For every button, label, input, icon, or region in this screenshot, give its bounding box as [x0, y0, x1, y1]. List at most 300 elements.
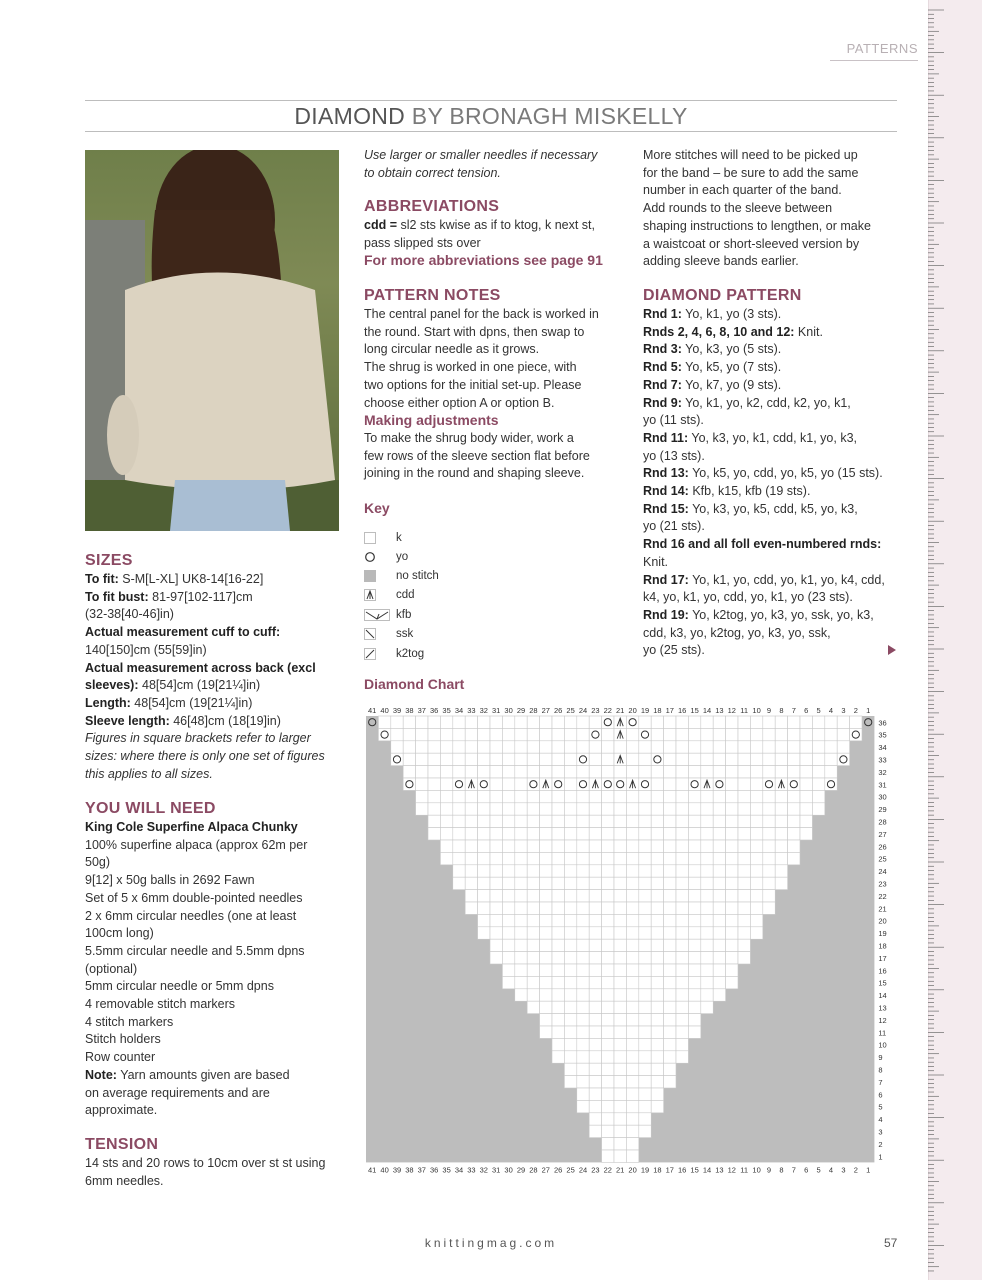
chart-cell: [713, 902, 725, 914]
chart-cell: [688, 803, 700, 815]
chart-cell: [490, 790, 502, 802]
chart-cell: [763, 852, 775, 864]
chart-cell: [626, 728, 638, 740]
row-label: Rnd 19:: [643, 607, 689, 622]
chart-cell: [775, 877, 787, 889]
column-label: 26: [554, 706, 563, 715]
chart-cell: [602, 840, 614, 852]
chart-cell: [589, 976, 601, 988]
column-label: 22: [603, 1165, 612, 1175]
column-label: 14: [702, 1165, 712, 1175]
chart-cell: [763, 828, 775, 840]
row-label: Rnd 15:: [643, 501, 689, 516]
chart-cell: [589, 1001, 601, 1013]
chart-cell: [527, 815, 539, 827]
tension-heading: TENSION: [85, 1136, 159, 1153]
chart-cell: [626, 914, 638, 926]
sizes-text: 140[150]cm (55[59]in): [85, 642, 207, 657]
chart-cell: [750, 741, 762, 753]
chart-cell: [527, 964, 539, 976]
chart-cell: [527, 939, 539, 951]
chart-cell: [465, 852, 477, 864]
chart-cell: [639, 1014, 651, 1026]
chart-cell: [651, 790, 663, 802]
chart-cell: [651, 914, 663, 926]
sizes-label: To fit bust:: [85, 589, 149, 604]
row-text: cdd, k3, yo, k2tog, yo, k3, yo, ssk,: [643, 625, 831, 640]
chart-cell: [626, 741, 638, 753]
chart-cell: [800, 778, 812, 790]
chart-cell: [788, 803, 800, 815]
chart-cell: [701, 976, 713, 988]
row-text: Yo, k1, yo (3 sts).: [681, 307, 782, 321]
chart-cell: [515, 964, 527, 976]
pattern-row: [643, 306, 898, 324]
row-label: 35: [878, 730, 887, 740]
chart-cell: [453, 741, 465, 753]
chart-cell: [577, 778, 589, 790]
chart-cell: [589, 927, 601, 939]
chart-cell: [800, 716, 812, 728]
row-text: yo (11 sts).: [643, 413, 704, 428]
chart-cell: [527, 865, 539, 877]
chart-cell: [490, 716, 502, 728]
chart-cell: [577, 1051, 589, 1063]
chart-cell: [403, 716, 415, 728]
chart-cell: [515, 902, 527, 914]
sizes-list: [85, 571, 347, 783]
chart-cell: [564, 1076, 576, 1088]
chart-cell: [589, 790, 601, 802]
chart-cell: [664, 753, 676, 765]
chart-cell: [465, 815, 477, 827]
chart-cell: [639, 1100, 651, 1112]
sizes-note: Figures in square brackets refer to larger: [85, 731, 311, 746]
chart-cell: [701, 753, 713, 765]
chart-cell: [440, 852, 452, 864]
pattern-row: [643, 465, 898, 483]
sizes-heading: SIZES: [85, 552, 133, 569]
chart-cell: [552, 1038, 564, 1050]
adjust-line: few rows of the sleeve section flat before: [364, 448, 590, 463]
chart-cell: [713, 952, 725, 964]
chart-cell: [515, 865, 527, 877]
chart-cell: [589, 753, 601, 765]
chart-cell: [664, 1026, 676, 1038]
chart-cell: [540, 939, 552, 951]
chart-cell: [589, 1014, 601, 1026]
sizes-text: 48[54]cm (19[21¼]in): [130, 695, 253, 710]
chart-cell: [726, 803, 738, 815]
chart-cell: [688, 1026, 700, 1038]
chart-cell: [589, 728, 601, 740]
key-label: k: [396, 532, 402, 544]
row-label: 20: [878, 916, 887, 926]
chart-cell: [527, 728, 539, 740]
chart-cell: [589, 1088, 601, 1100]
chart-cell: [626, 989, 638, 1001]
chart-cell: [453, 815, 465, 827]
chart-cell: [577, 952, 589, 964]
row-text: Kfb, k15, kfb (19 sts).: [688, 484, 811, 499]
chart-cell: [651, 1088, 663, 1100]
chart-cell: [763, 840, 775, 852]
chart-cell: [552, 728, 564, 740]
chart-cell: [465, 890, 477, 902]
chart-cell: [701, 939, 713, 951]
chart-cell: [713, 865, 725, 877]
chart-cell: [589, 890, 601, 902]
band-notes: [643, 147, 898, 271]
row-label: 10: [878, 1040, 887, 1050]
chart-cell: [577, 828, 589, 840]
diamond-pattern-heading: DIAMOND PATTERN: [643, 287, 802, 304]
column-label: 4: [828, 1165, 834, 1175]
pattern-row: [643, 341, 898, 359]
chart-cell: [527, 840, 539, 852]
chart-cell: [614, 927, 626, 939]
chart-cell: [626, 976, 638, 988]
chart-cell: [440, 840, 452, 852]
adjustments-text: [364, 430, 626, 483]
chart-cell: [440, 741, 452, 753]
sizes-label: Actual measurement cuff to cuff:: [85, 625, 281, 640]
chart-cell: [577, 790, 589, 802]
chart-cell: [577, 927, 589, 939]
chart-cell: [750, 902, 762, 914]
chart-cell: [527, 952, 539, 964]
cdd-icon: [364, 589, 376, 601]
column-label: 32: [479, 706, 488, 715]
chart-cell: [453, 766, 465, 778]
more-abbreviations-link[interactable]: For more abbreviations see page 91: [364, 252, 603, 268]
chart-cell: [602, 1100, 614, 1112]
chart-cell: [688, 741, 700, 753]
chart-cell: [478, 914, 490, 926]
chart-cell: [763, 741, 775, 753]
column-label: 41: [368, 1165, 377, 1175]
chart-cell: [726, 728, 738, 740]
chart-cell: [589, 1051, 601, 1063]
chart-cell: [478, 828, 490, 840]
chart-cell: [589, 1076, 601, 1088]
need-label: Note:: [85, 1067, 117, 1082]
chart-cell: [577, 976, 589, 988]
chart-cell: [676, 865, 688, 877]
row-label: 32: [878, 767, 887, 777]
row-label: 17: [878, 953, 887, 963]
chart-cell: [825, 716, 837, 728]
chart-cell: [738, 741, 750, 753]
chart-cell: [564, 716, 576, 728]
chart-cell: [602, 1026, 614, 1038]
chart-cell: [540, 790, 552, 802]
band-line: Add rounds to the sleeve between: [643, 201, 833, 216]
chart-cell: [713, 741, 725, 753]
chart-cell: [515, 815, 527, 827]
chart-cell: [589, 952, 601, 964]
chart-cell: [664, 741, 676, 753]
chart-cell: [502, 803, 514, 815]
chart-cell: [651, 927, 663, 939]
chart-cell: [750, 890, 762, 902]
chart-cell: [502, 852, 514, 864]
row-label: 23: [878, 879, 887, 889]
chart-cell: [688, 840, 700, 852]
chart-cell: [552, 1001, 564, 1013]
chart-cell: [676, 989, 688, 1001]
chart-cell: [676, 890, 688, 902]
chart-cell: [490, 728, 502, 740]
chart-cell: [738, 753, 750, 765]
column-label: 27: [541, 1165, 550, 1175]
chart-cell: [738, 952, 750, 964]
pattern-row: [643, 483, 898, 501]
chart-cell: [552, 716, 564, 728]
column-label: 37: [417, 1165, 426, 1175]
chart-cell: [540, 964, 552, 976]
chart-cell: [540, 1001, 552, 1013]
chart-cell: [676, 976, 688, 988]
chart-cell: [465, 865, 477, 877]
chart-cell: [676, 778, 688, 790]
chart-cell: [800, 753, 812, 765]
chart-cell: [552, 1014, 564, 1026]
pattern-notes-heading: PATTERN NOTES: [364, 287, 501, 304]
column-label: 17: [665, 1165, 674, 1175]
chart-cell: [701, 741, 713, 753]
chart-cell: [453, 778, 465, 790]
column-label: 33: [467, 706, 476, 715]
chart-cell: [453, 728, 465, 740]
chart-cell: [478, 840, 490, 852]
chart-cell: [775, 766, 787, 778]
chart-cell: [651, 1100, 663, 1112]
chart-cell: [416, 716, 428, 728]
column-label: 35: [442, 1165, 451, 1175]
column-label: 8: [779, 706, 784, 715]
chart-cell: [614, 964, 626, 976]
need-item: Stitch holders: [85, 1032, 161, 1047]
row-label: Rnd 5:: [643, 360, 682, 375]
row-label: 4: [878, 1115, 883, 1125]
column-label: 20: [628, 706, 637, 715]
column-label: 19: [640, 706, 650, 715]
chart-cell: [664, 716, 676, 728]
chart-cell: [602, 1051, 614, 1063]
row-label: 3: [878, 1127, 883, 1137]
chart-cell: [490, 890, 502, 902]
chart-cell: [763, 716, 775, 728]
chart-cell: [602, 976, 614, 988]
chart-cell: [614, 1088, 626, 1100]
chart-cell: [726, 902, 738, 914]
chart-cell: [788, 778, 800, 790]
key-row-ssk: [364, 625, 414, 643]
need-item: 2 x 6mm circular needles (one at least: [85, 908, 297, 923]
chart-cell: [478, 766, 490, 778]
row-label: 11: [878, 1028, 887, 1038]
row-label: 14: [878, 991, 887, 1001]
pattern-row: [643, 572, 898, 590]
chart-cell: [676, 766, 688, 778]
chart-cell: [564, 877, 576, 889]
intro-text: [364, 147, 626, 182]
chart-cell: [738, 939, 750, 951]
chart-cell: [651, 952, 663, 964]
chart-cell: [639, 902, 651, 914]
chart-cell: [589, 815, 601, 827]
chart-cell: [602, 1113, 614, 1125]
chart-cell: [490, 741, 502, 753]
chart-cell: [602, 1150, 614, 1162]
chart-cell: [552, 939, 564, 951]
chart-cell: [676, 840, 688, 852]
title-main: DIAMOND: [294, 103, 406, 129]
yarn-over-icon: [364, 551, 376, 563]
chart-cell: [651, 766, 663, 778]
row-label: Rnd 9:: [643, 395, 682, 410]
chart-cell: [788, 852, 800, 864]
chart-cell: [812, 741, 824, 753]
chart-cell: [614, 976, 626, 988]
chart-cell: [527, 976, 539, 988]
chart-cell: [502, 952, 514, 964]
need-item: 5mm circular needle or 5mm dpns: [85, 979, 274, 994]
chart-cell: [577, 939, 589, 951]
chart-cell: [713, 753, 725, 765]
chart-cell: [664, 1038, 676, 1050]
chart-cell: [626, 1138, 638, 1150]
key-heading: Key: [364, 500, 390, 516]
page-number: 57: [884, 1236, 898, 1250]
chart-cell: [713, 716, 725, 728]
chart-cell: [453, 852, 465, 864]
chart-cell: [453, 865, 465, 877]
chart-cell: [726, 753, 738, 765]
chart-cell: [403, 778, 415, 790]
chart-cell: [726, 741, 738, 753]
chart-cell: [750, 753, 762, 765]
column-label: 29: [516, 1165, 526, 1175]
chart-cell: [602, 828, 614, 840]
chart-cell: [589, 803, 601, 815]
chart-cell: [540, 728, 552, 740]
row-text: yo (21 sts).: [643, 519, 705, 534]
chart-cell: [614, 1100, 626, 1112]
chart-cell: [440, 728, 452, 740]
column-label: 25: [566, 1165, 575, 1175]
chart-cell: [750, 766, 762, 778]
column-label: 10: [752, 706, 761, 715]
column-label: 2: [853, 706, 858, 715]
chart-cell: [676, 1001, 688, 1013]
band-line: More stitches will need to be picked up: [643, 148, 858, 162]
chart-cell: [527, 790, 539, 802]
row-label: Rnd 1:: [643, 307, 682, 321]
chart-cell: [626, 840, 638, 852]
chart-cell: [490, 952, 502, 964]
key-label: k2tog: [396, 648, 425, 660]
row-label: Rnds 2, 4, 6, 8, 10 and 12:: [643, 324, 795, 339]
chart-cell: [602, 865, 614, 877]
chart-cell: [639, 927, 651, 939]
chart-cell: [651, 1026, 663, 1038]
chart-cell: [478, 877, 490, 889]
column-label: 7: [791, 706, 796, 715]
sizes-label: Actual measurement across back (excl: [85, 660, 316, 675]
chart-cell: [651, 877, 663, 889]
chart-cell: [626, 1150, 638, 1162]
chart-cell: [502, 877, 514, 889]
chart-cell: [515, 741, 527, 753]
chart-cell: [564, 828, 576, 840]
chart-cell: [527, 828, 539, 840]
chart-cell: [428, 766, 440, 778]
chart-cell: [577, 964, 589, 976]
chart-cell: [738, 927, 750, 939]
chart-cell: [502, 902, 514, 914]
column-label: 18: [653, 706, 662, 715]
chart-cell: [688, 716, 700, 728]
chart-cell: [800, 766, 812, 778]
chart-cell: [639, 1038, 651, 1050]
chart-cell: [614, 902, 626, 914]
chart-cell: [428, 716, 440, 728]
chart-cell: [701, 989, 713, 1001]
chart-cell: [614, 952, 626, 964]
chart-cell: [639, 1125, 651, 1137]
chart-cell: [465, 828, 477, 840]
chart-cell: [502, 828, 514, 840]
row-label: 19: [878, 929, 887, 939]
chart-cell: [502, 815, 514, 827]
chart-cell: [713, 964, 725, 976]
chart-cell: [664, 840, 676, 852]
column-label: 3: [841, 706, 846, 715]
chart-cell: [540, 877, 552, 889]
chart-cell: [688, 927, 700, 939]
chart-cell: [651, 989, 663, 1001]
chart-cell: [626, 1088, 638, 1100]
chart-cell: [788, 790, 800, 802]
column-label: 23: [591, 706, 600, 715]
chart-cell: [664, 989, 676, 1001]
chart-cell: [639, 890, 651, 902]
chart-cell: [602, 803, 614, 815]
row-label: Rnd 16 and all foll even-numbered rnds:: [643, 537, 882, 552]
row-label: 18: [878, 941, 887, 951]
chart-cell: [676, 1038, 688, 1050]
chart-cell: [515, 803, 527, 815]
chart-cell: [614, 1113, 626, 1125]
chart-cell: [726, 914, 738, 926]
chart-cell: [726, 964, 738, 976]
chart-cell: [589, 902, 601, 914]
chart-cell: [664, 914, 676, 926]
chart-cell: [602, 1138, 614, 1150]
chart-cell: [676, 902, 688, 914]
chart-cell: [564, 989, 576, 1001]
chart-cell: [726, 939, 738, 951]
key-row-no-stitch: [364, 567, 439, 585]
chart-cell: [701, 877, 713, 889]
intro-line: to obtain correct tension.: [364, 165, 501, 180]
chart-cell: [502, 890, 514, 902]
chart-cell: [428, 778, 440, 790]
chart-cell: [676, 790, 688, 802]
chart-cell: [713, 976, 725, 988]
